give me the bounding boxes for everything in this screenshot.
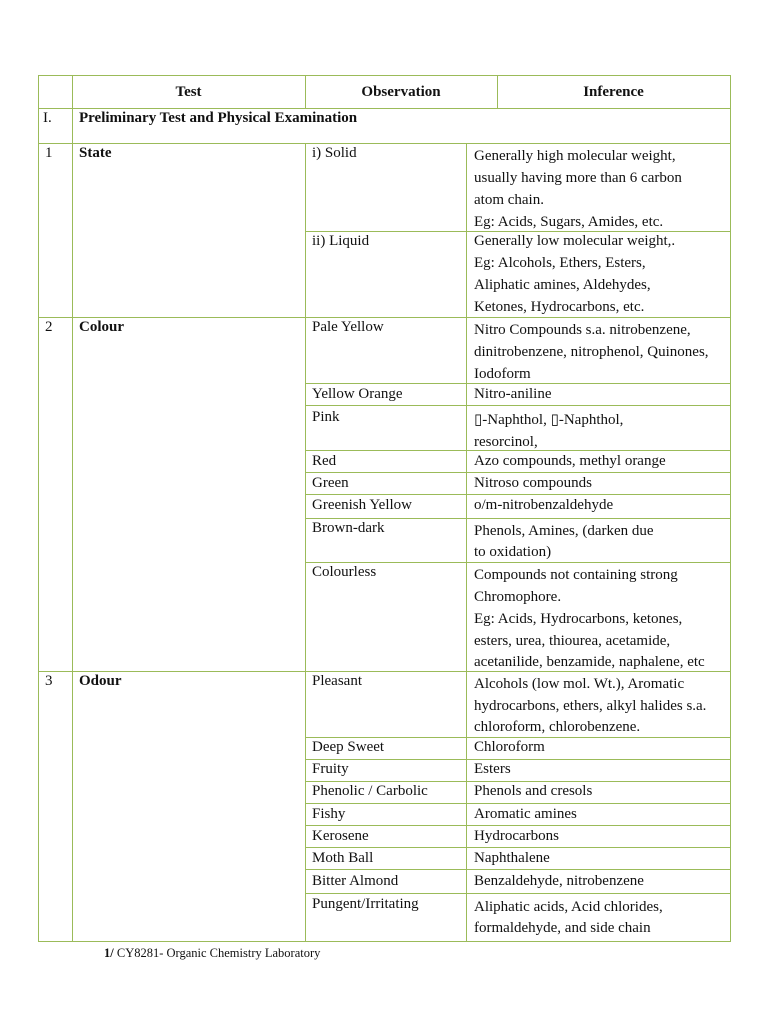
observation-cell: Pink bbox=[312, 409, 340, 425]
inference-line: formaldehyde, and side chain bbox=[474, 920, 651, 936]
inference-line: Ketones, Hydrocarbons, etc. bbox=[474, 299, 645, 315]
test-name-odour: Odour bbox=[79, 673, 122, 689]
inference-line: Naphthalene bbox=[474, 850, 550, 866]
observation-cell: Phenolic / Carbolic bbox=[312, 783, 428, 799]
rule bbox=[305, 405, 730, 406]
inference-line: Benzaldehyde, nitrobenzene bbox=[474, 873, 644, 889]
inference-line: Eg: Acids, Sugars, Amides, etc. bbox=[474, 214, 664, 230]
rule bbox=[38, 143, 730, 144]
rule bbox=[38, 75, 39, 942]
inference-line: chloroform, chlorobenzene. bbox=[474, 719, 641, 735]
observation-cell: Pleasant bbox=[312, 673, 362, 689]
rule bbox=[466, 143, 467, 942]
inference-line: Eg: Alcohols, Ethers, Esters, bbox=[474, 255, 646, 271]
observation-cell: i) Solid bbox=[312, 145, 357, 161]
header-inference: Inference bbox=[583, 84, 644, 100]
observation-cell: Green bbox=[312, 475, 349, 491]
inference-line: Aromatic amines bbox=[474, 806, 577, 822]
inference-line: ▯-Naphthol, ▯-Naphthol, bbox=[474, 412, 624, 428]
observation-cell: Greenish Yellow bbox=[312, 497, 412, 513]
rule bbox=[305, 143, 306, 942]
observation-cell: Brown-dark bbox=[312, 520, 385, 536]
page-number: 1/ bbox=[104, 946, 114, 960]
inference-line: Generally low molecular weight,. bbox=[474, 233, 676, 249]
inference-line: Chloroform bbox=[474, 739, 545, 755]
inference-line: Iodoform bbox=[474, 366, 531, 382]
observation-cell: Fruity bbox=[312, 761, 349, 777]
inference-line: acetanilide, benzamide, naphalene, etc bbox=[474, 654, 705, 670]
rule bbox=[730, 75, 731, 942]
observation-cell: ii) Liquid bbox=[312, 233, 370, 249]
inference-line: esters, urea, thiourea, acetamide, bbox=[474, 633, 671, 649]
test-name-colour: Colour bbox=[79, 319, 124, 335]
inference-line: hydrocarbons, ethers, alkyl halides s.a. bbox=[474, 698, 707, 714]
inference-line: Nitro-aniline bbox=[474, 386, 552, 402]
test-name-state: State bbox=[79, 145, 112, 161]
inference-line: Phenols and cresols bbox=[474, 783, 593, 799]
inference-line: Eg: Acids, Hydrocarbons, ketones, bbox=[474, 611, 683, 627]
row-number-odour: 3 bbox=[45, 673, 53, 689]
observation-cell: Pungent/Irritating bbox=[312, 896, 419, 912]
rule bbox=[72, 75, 73, 942]
section-number: I. bbox=[43, 110, 52, 126]
inference-line: Generally high molecular weight, bbox=[474, 148, 676, 164]
inference-line: o/m-nitrobenzaldehyde bbox=[474, 497, 614, 513]
inference-line: atom chain. bbox=[474, 192, 544, 208]
observation-cell: Pale Yellow bbox=[312, 319, 384, 335]
inference-line: Phenols, Amines, (darken due bbox=[474, 523, 654, 539]
inference-line: Compounds not containing strong bbox=[474, 567, 678, 583]
course-title: CY8281- Organic Chemistry Laboratory bbox=[113, 946, 321, 960]
observation-cell: Colourless bbox=[312, 564, 377, 580]
inference-line: Nitro Compounds s.a. nitrobenzene, bbox=[474, 322, 691, 338]
observation-cell: Moth Ball bbox=[312, 850, 374, 866]
inference-line: dinitrobenzene, nitrophenol, Quinones, bbox=[474, 344, 709, 360]
observation-cell: Fishy bbox=[312, 806, 346, 822]
inference-line: to oxidation) bbox=[474, 544, 552, 560]
inference-line: Esters bbox=[474, 761, 511, 777]
header-test: Test bbox=[175, 84, 202, 100]
inference-line: usually having more than 6 carbon bbox=[474, 170, 682, 186]
observation-cell: Yellow Orange bbox=[312, 386, 403, 402]
inference-line: Aliphatic amines, Aldehydes, bbox=[474, 277, 651, 293]
rule bbox=[38, 941, 730, 942]
section-title: Preliminary Test and Physical Examination bbox=[79, 110, 358, 126]
observation-cell: Kerosene bbox=[312, 828, 369, 844]
inference-line: Aliphatic acids, Acid chlorides, bbox=[474, 899, 663, 915]
observation-cell: Deep Sweet bbox=[312, 739, 385, 755]
observation-cell: Bitter Almond bbox=[312, 873, 399, 889]
inference-line: Hydrocarbons bbox=[474, 828, 559, 844]
inference-line: Alcohols (low mol. Wt.), Aromatic bbox=[474, 676, 685, 692]
rule bbox=[305, 759, 730, 760]
rule bbox=[38, 75, 730, 76]
row-number-colour: 2 bbox=[45, 319, 53, 335]
observation-cell: Red bbox=[312, 453, 337, 469]
header-observation: Observation bbox=[361, 84, 441, 100]
inference-line: Azo compounds, methyl orange bbox=[474, 453, 666, 469]
inference-line: Nitroso compounds bbox=[474, 475, 592, 491]
inference-line: Chromophore. bbox=[474, 589, 562, 605]
inference-line: resorcinol, bbox=[474, 434, 538, 450]
page-footer bbox=[104, 945, 320, 961]
row-number-state: 1 bbox=[45, 145, 53, 161]
